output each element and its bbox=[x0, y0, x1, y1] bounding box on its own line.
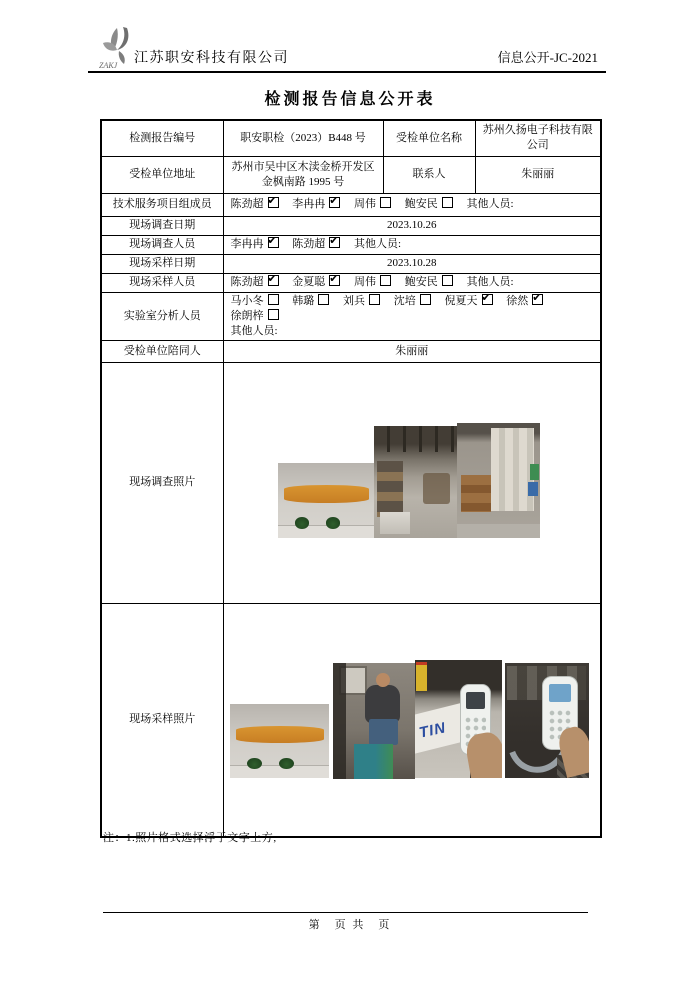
page-number-footer: 第 页 共 页 bbox=[308, 919, 392, 931]
survey-photos-cell bbox=[223, 362, 601, 603]
sampling-photo-worker bbox=[333, 663, 415, 779]
staff-entry bbox=[292, 295, 329, 307]
staff-entry bbox=[292, 238, 340, 250]
staff-entry bbox=[405, 198, 453, 210]
staff-entry bbox=[343, 295, 380, 307]
staff-name: 鲍安民 bbox=[404, 276, 438, 288]
checkbox bbox=[369, 294, 380, 305]
orange-banner bbox=[236, 726, 323, 744]
report-number-value: 职安职检（2023）B448 号 bbox=[223, 120, 383, 156]
client-address-label: 受检单位地址 bbox=[101, 156, 223, 193]
staff-name: 徐朗梓 bbox=[230, 309, 264, 322]
staff-name: 周伟 bbox=[354, 198, 376, 210]
client-name-value: 苏州久扬电子科技有限公司 bbox=[475, 120, 601, 156]
other-staff-label: 其他人员: bbox=[466, 276, 514, 288]
other-staff-label: 其他人员: bbox=[230, 324, 278, 337]
lab-staff-line1 bbox=[231, 294, 598, 324]
plant bbox=[295, 517, 309, 528]
checkbox bbox=[318, 294, 329, 305]
table-row bbox=[101, 603, 601, 837]
staff-entry bbox=[506, 295, 543, 307]
survey-photo-office bbox=[278, 463, 374, 538]
table-row bbox=[101, 216, 601, 235]
other-staff-label: 其他人员: bbox=[466, 198, 514, 210]
document-code: 信息公开-JC-2021 bbox=[497, 50, 598, 65]
warning-sticker bbox=[416, 662, 426, 692]
orange-banner bbox=[284, 485, 368, 503]
checkbox bbox=[329, 197, 340, 208]
table-row bbox=[101, 273, 601, 292]
staff-name: 韩璐 bbox=[292, 294, 315, 307]
page-title: 检测报告信息公开表 bbox=[264, 91, 436, 108]
footer-rule bbox=[103, 912, 588, 913]
checkbox bbox=[268, 294, 279, 305]
staff-entry bbox=[231, 310, 279, 322]
survey-date-value: 2023.10.26 bbox=[223, 216, 601, 235]
footnote: 注：1.照片格式选择浮于文字上方; bbox=[103, 832, 277, 844]
sampling-date-value: 2023.10.28 bbox=[223, 254, 601, 273]
staff-name: 倪夏天 bbox=[444, 294, 478, 307]
checkbox bbox=[329, 237, 340, 248]
survey-date-label: 现场调查日期 bbox=[101, 216, 223, 235]
checkbox bbox=[442, 275, 453, 286]
checkbox bbox=[380, 275, 391, 286]
checkbox bbox=[268, 237, 279, 248]
staff-name: 马小冬 bbox=[230, 294, 264, 307]
staff-name: 李冉冉 bbox=[292, 198, 326, 210]
staff-entry bbox=[231, 238, 279, 250]
sampling-photo-office bbox=[230, 704, 329, 778]
staff-entry bbox=[231, 276, 279, 288]
team-label: 技术服务项目组成员 bbox=[101, 193, 223, 216]
escort-value: 朱丽丽 bbox=[223, 340, 601, 362]
header-rule bbox=[88, 71, 606, 73]
staff-entry bbox=[354, 276, 391, 288]
checkbox bbox=[420, 294, 431, 305]
staff-name: 沈培 bbox=[393, 294, 416, 307]
checkbox bbox=[380, 197, 391, 208]
checkbox bbox=[442, 197, 453, 208]
table-row bbox=[101, 254, 601, 273]
staff-name: 陈劲超 bbox=[230, 276, 264, 288]
sampling-date-label: 现场采样日期 bbox=[101, 254, 223, 273]
lab-staff-label: 实验室分析人员 bbox=[101, 292, 223, 340]
table-row bbox=[101, 193, 601, 216]
escort-label: 受检单位陪同人 bbox=[101, 340, 223, 362]
client-name-label: 受检单位名称 bbox=[383, 120, 475, 156]
checkbox bbox=[532, 294, 543, 305]
table-row bbox=[101, 292, 601, 340]
company-name: 江苏职安科技有限公司 bbox=[134, 51, 289, 66]
table-row bbox=[101, 362, 601, 603]
checkbox bbox=[268, 197, 279, 208]
machine-brand-text: TIN bbox=[417, 719, 448, 742]
team-members-cell bbox=[223, 193, 601, 216]
lab-staff-cell bbox=[223, 292, 601, 340]
staff-entry bbox=[394, 295, 431, 307]
survey-photo-warehouse bbox=[457, 423, 540, 538]
table-row bbox=[101, 340, 601, 362]
staff-entry bbox=[231, 198, 279, 210]
table-row bbox=[101, 156, 601, 193]
other-staff-label: 其他人员: bbox=[354, 238, 402, 250]
plant bbox=[279, 758, 294, 769]
staff-entry bbox=[445, 295, 493, 307]
report-number-label: 检测报告编号 bbox=[101, 120, 223, 156]
staff-name: 陈劲超 bbox=[292, 238, 326, 250]
staff-entry bbox=[354, 198, 391, 210]
sampling-photos-label: 现场采样照片 bbox=[101, 603, 223, 837]
report-info-table bbox=[100, 119, 602, 838]
staff-name: 金夏聪 bbox=[292, 276, 326, 288]
survey-staff-label: 现场调查人员 bbox=[101, 235, 223, 254]
sampling-staff-label: 现场采样人员 bbox=[101, 273, 223, 292]
logo-text: ZAKJ bbox=[99, 61, 118, 70]
plant bbox=[326, 517, 340, 528]
plant bbox=[247, 758, 262, 769]
sampling-photos-cell bbox=[223, 603, 601, 837]
client-address-value: 苏州市吴中区木渎金桥开发区金枫南路 1995 号 bbox=[223, 156, 383, 193]
survey-photo-workshop bbox=[374, 426, 457, 538]
checkbox bbox=[268, 309, 279, 320]
contact-label: 联系人 bbox=[383, 156, 475, 193]
table-row bbox=[101, 120, 601, 156]
staff-entry bbox=[231, 295, 279, 307]
survey-photos-label: 现场调查照片 bbox=[101, 362, 223, 603]
contact-value: 朱丽丽 bbox=[475, 156, 601, 193]
staff-name: 陈劲超 bbox=[230, 198, 264, 210]
checkbox bbox=[268, 275, 279, 286]
sampling-photo-noise-meter-2 bbox=[505, 663, 589, 778]
staff-name: 刘兵 bbox=[343, 294, 365, 307]
staff-name: 鲍安民 bbox=[404, 198, 438, 210]
staff-name: 李冉冉 bbox=[230, 238, 264, 250]
checkbox bbox=[329, 275, 340, 286]
table-row bbox=[101, 235, 601, 254]
staff-name: 徐然 bbox=[506, 294, 529, 307]
staff-name: 周伟 bbox=[354, 276, 376, 288]
staff-entry bbox=[292, 276, 340, 288]
sampling-staff-cell bbox=[223, 273, 601, 292]
staff-entry bbox=[292, 198, 340, 210]
survey-staff-cell bbox=[223, 235, 601, 254]
sampling-photo-noise-meter bbox=[415, 660, 502, 778]
checkbox bbox=[482, 294, 493, 305]
staff-entry bbox=[405, 276, 453, 288]
